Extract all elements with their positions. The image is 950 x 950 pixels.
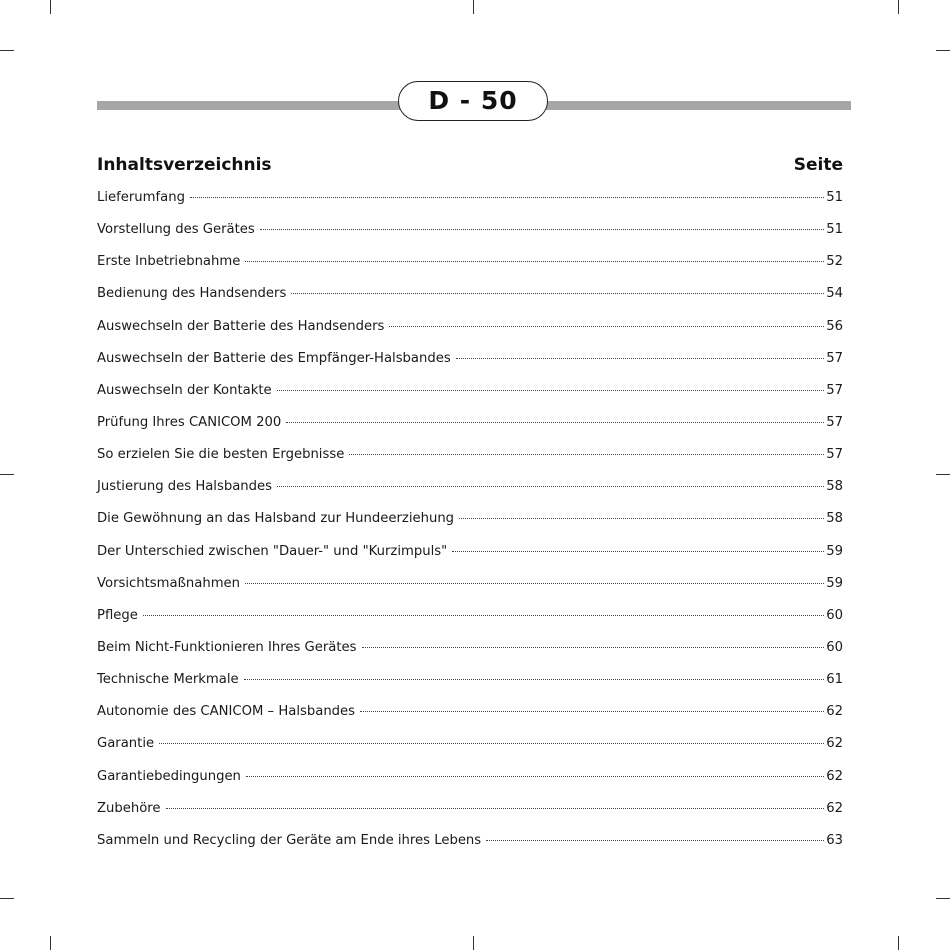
toc-entry-title: Der Unterschied zwischen "Dauer-" und "Kurzimpuls" — [97, 543, 448, 559]
dot-leader — [291, 293, 824, 294]
crop-mark — [936, 898, 950, 899]
crop-mark — [0, 898, 14, 899]
crop-mark — [50, 0, 51, 14]
toc-heading-row — [97, 153, 843, 177]
toc-entry — [97, 769, 843, 801]
dot-leader — [159, 743, 824, 744]
toc-entry-title: Garantiebedingungen — [97, 768, 241, 784]
toc-entry — [97, 415, 843, 447]
toc-entry — [97, 608, 843, 640]
dot-leader — [486, 840, 824, 841]
dot-leader — [260, 229, 824, 230]
toc-heading: Inhaltsverzeichnis — [97, 155, 272, 175]
page-label: D - 50 — [398, 81, 548, 121]
toc-entry-page: 52 — [826, 254, 843, 270]
toc-entry-title: Vorstellung des Gerätes — [97, 222, 255, 238]
toc-entry — [97, 383, 843, 415]
toc-entry — [97, 544, 843, 576]
toc-entry — [97, 672, 843, 704]
toc-entry — [97, 447, 843, 479]
dot-leader — [277, 390, 825, 391]
crop-mark — [0, 50, 14, 51]
toc-entry-title: Technische Merkmale — [97, 672, 239, 688]
dot-leader — [452, 551, 824, 552]
toc-entry — [97, 254, 843, 286]
crop-mark — [0, 474, 14, 475]
crop-mark — [473, 0, 474, 14]
dot-leader — [245, 583, 824, 584]
toc-entry-title: Vorsichtsmaßnahmen — [97, 575, 241, 591]
toc-entry — [97, 833, 843, 865]
dot-leader — [246, 776, 824, 777]
toc-entry-page: 51 — [826, 190, 843, 205]
dot-leader — [166, 808, 825, 809]
toc-entry-title: Autonomie des CANICOM – Halsbandes — [97, 704, 356, 720]
toc-entry-page: 62 — [826, 800, 843, 816]
toc-entry-page: 57 — [826, 414, 843, 430]
toc-entry-page: 57 — [826, 350, 843, 366]
toc-entry-page: 63 — [826, 832, 843, 848]
toc-entry-title: Justierung des Halsbandes — [97, 479, 273, 495]
dot-leader — [143, 615, 824, 616]
toc-entry — [97, 801, 843, 833]
toc-entry-title: Sammeln und Recycling der Geräte am Ende ihres Lebens — [97, 832, 482, 848]
toc-entry-title: Zubehöre — [97, 800, 161, 816]
crop-mark — [50, 936, 51, 950]
toc-entry — [97, 351, 843, 383]
toc-entry-title: Auswechseln der Batterie des Empfänger-Halsbandes — [97, 350, 451, 366]
toc-entry-page: 56 — [826, 318, 843, 334]
dot-leader — [360, 711, 824, 712]
crop-mark — [898, 0, 899, 14]
dot-leader — [190, 197, 824, 198]
toc-entry — [97, 511, 843, 543]
dot-leader — [277, 486, 824, 487]
toc-entry-page: 59 — [826, 543, 843, 559]
toc-entry — [97, 319, 843, 351]
toc-entry-title: Auswechseln der Kontakte — [97, 382, 272, 398]
toc-entry-page: 62 — [826, 736, 843, 752]
toc-entry-title: Prüfung Ihres CANICOM 200 — [97, 414, 282, 430]
dot-leader — [456, 358, 824, 359]
dot-leader — [349, 454, 824, 455]
toc-entry-page: 57 — [826, 382, 843, 398]
toc-entry-page: 62 — [826, 768, 843, 784]
toc-entry-title: Pflege — [97, 607, 138, 623]
toc-entry-page: 57 — [826, 447, 843, 463]
toc-entry-title: So erzielen Sie die besten Ergebnisse — [97, 447, 345, 463]
toc-entry-page: 61 — [826, 672, 843, 688]
toc-entry-title: Bedienung des Handsenders — [97, 286, 287, 302]
toc-entry-page: 58 — [826, 479, 843, 495]
toc-entry-page: 60 — [826, 607, 843, 623]
dot-leader — [244, 679, 825, 680]
toc-entry — [97, 640, 843, 672]
toc-entry-page: 58 — [826, 511, 843, 527]
toc-entry-title: Lieferumfang — [97, 190, 185, 205]
toc-entry-page: 60 — [826, 639, 843, 655]
dot-leader — [245, 261, 824, 262]
toc-list — [97, 190, 843, 865]
dot-leader — [459, 518, 824, 519]
toc-entry-page: 59 — [826, 575, 843, 591]
toc-entry-title: Beim Nicht-Funktionieren Ihres Gerätes — [97, 639, 357, 655]
toc-entry — [97, 576, 843, 608]
toc-entry-title: Auswechseln der Batterie des Handsenders — [97, 318, 385, 334]
dot-leader — [286, 422, 824, 423]
toc-entry-page: 62 — [826, 704, 843, 720]
header-rule-right — [545, 101, 851, 110]
toc-entry — [97, 190, 843, 222]
toc-entry — [97, 222, 843, 254]
toc-entry — [97, 286, 843, 318]
header-rule-left — [97, 101, 405, 110]
crop-mark — [473, 936, 474, 950]
toc-entry-title: Die Gewöhnung an das Halsband zur Hundeerziehung — [97, 511, 455, 527]
page-column-heading: Seite — [793, 155, 843, 175]
toc-entry-page: 51 — [826, 222, 843, 238]
toc-entry — [97, 704, 843, 736]
toc-entry — [97, 736, 843, 768]
crop-mark — [898, 936, 899, 950]
dot-leader — [362, 647, 825, 648]
crop-mark — [936, 474, 950, 475]
toc-entry-title: Erste Inbetriebnahme — [97, 254, 241, 270]
crop-mark — [936, 50, 950, 51]
toc-entry — [97, 479, 843, 511]
toc-entry-title: Garantie — [97, 736, 155, 752]
toc-entry-page: 54 — [826, 286, 843, 302]
dot-leader — [389, 326, 824, 327]
